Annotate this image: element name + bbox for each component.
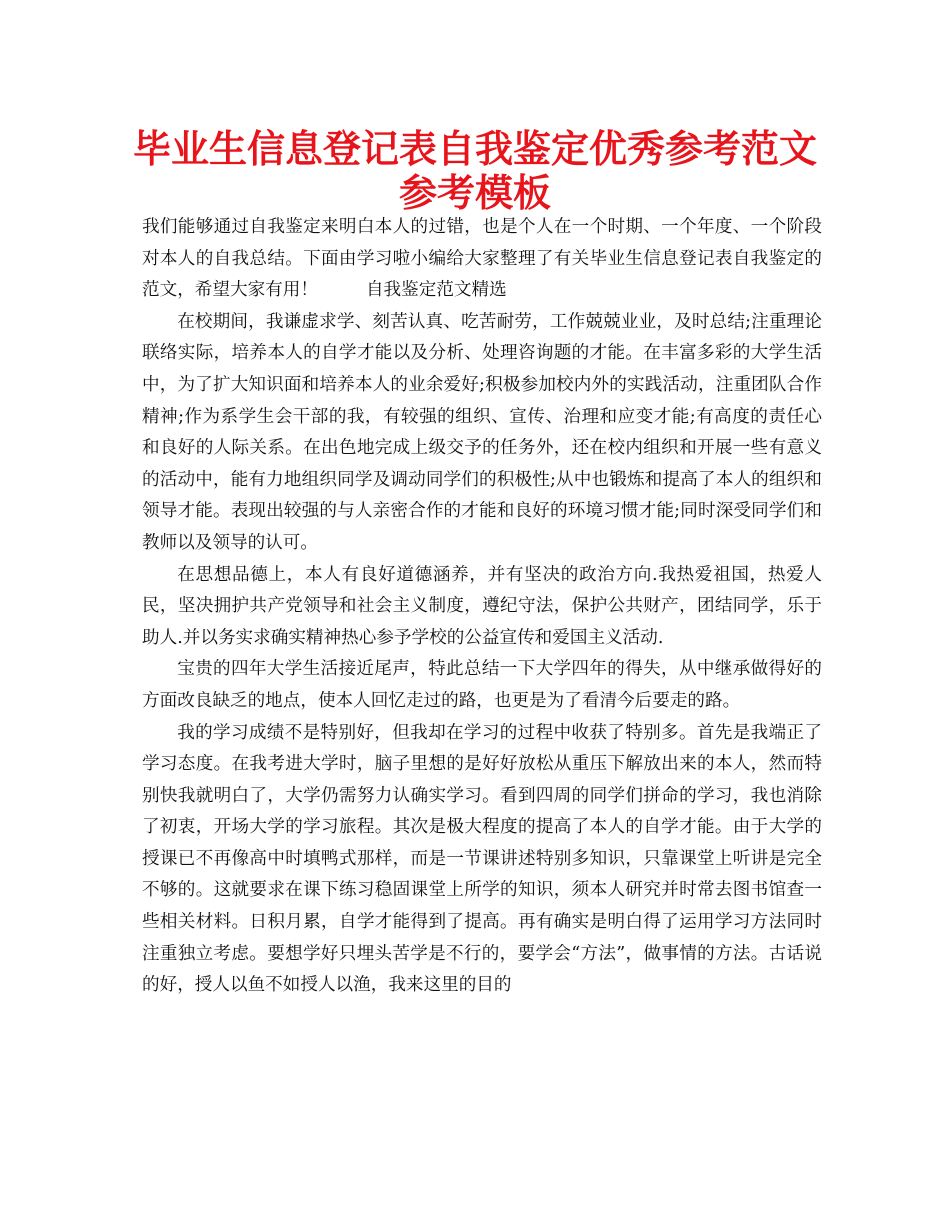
body-paragraph-4: 我的学习成绩不是特别好，但我却在学习的过程中收获了特别多。首先是我端正了学习态度。在我考进大学时，脑子里想的是好好放松从重压下解放出来的本人，然而特别快我就明白了，大学仍需努力认确实学习。看到四周的同学们拼命的学习，我也消除了初衷，开场大学的学习旅程。其次是极大程度的提高了本人的自学才能。由于大学的授课已不再像高中时填鸭式那样，而是一节课讲述特别多知识，只靠课堂上听讲是完全不够的。这就要求在课下练习稳固课堂上所学的知识，须本人研究并时常去图书馆查一些相关材料。日积月累，自学才能得到了提高。再有确实是明白得了运用学习方法同时注重独立考虑。要想学好只埋头苦学是不行的，要学会“方法”，做事情的方法。古话说的好，授人以鱼不如授人以渔，我来这里的目的 — [142, 722, 822, 996]
document-title-line-1: 毕业生信息登记表自我鉴定优秀参考范文 — [132, 127, 817, 171]
body-paragraph-2: 在思想品德上，本人有良好道德涵养，并有坚决的政治方向.我热爱祖国，热爱人民，坚决拥护共产党领导和社会主义制度，遵纪守法，保护公共财产，团结同学，乐于助人.并以务实求确实精神热心参予学校的公益宣传和爱国主义活动. — [142, 564, 822, 648]
body-paragraph-3: 宝贵的四年大学生活接近尾声，特此总结一下大学四年的得失，从中继承做得好的方面改良缺乏的地点，使本人回忆走过的路，也更是为了看清今后要走的路。 — [142, 659, 822, 711]
section-heading: 自我鉴定范文精选 — [365, 280, 507, 301]
body-paragraph-1: 在校期间，我谦虚求学、刻苦认真、吃苦耐劳，工作兢兢业业，及时总结;注重理论联络实际，培养本人的自学才能以及分析、处理咨询题的才能。在丰富多彩的大学生活中，为了扩大知识面和培养本人的业余爱好;积极参加校内外的实践活动，注重团队合作精神;作为系学生会干部的我，有较强的组织、宣传、治理和应变才能;有高度的责任心和良好的人际关系。在出色地完成上级交予的任务外，还在校内组织和开展一些有意义的活动中，能有力地组织同学及调动同学们的积极性;从中也锻炼和提高了本人的组织和领导才能。表现出较强的与人亲密合作的才能和良好的环境习惯才能;同时深受同学们和教师以及领导的认可。 — [142, 311, 822, 553]
document-body — [142, 212, 822, 1002]
document-title-line-2: 参考模板 — [398, 171, 551, 215]
intro-paragraph — [142, 212, 822, 307]
intro-text: 我们能够通过自我鉴定来明白本人的过错，也是个人在一个时期、一个年度、一个阶段对本人的自我总结。下面由学习啦小编给大家整理了有关毕业生信息登记表自我鉴定的范文，希望大家有用！ — [142, 217, 822, 301]
